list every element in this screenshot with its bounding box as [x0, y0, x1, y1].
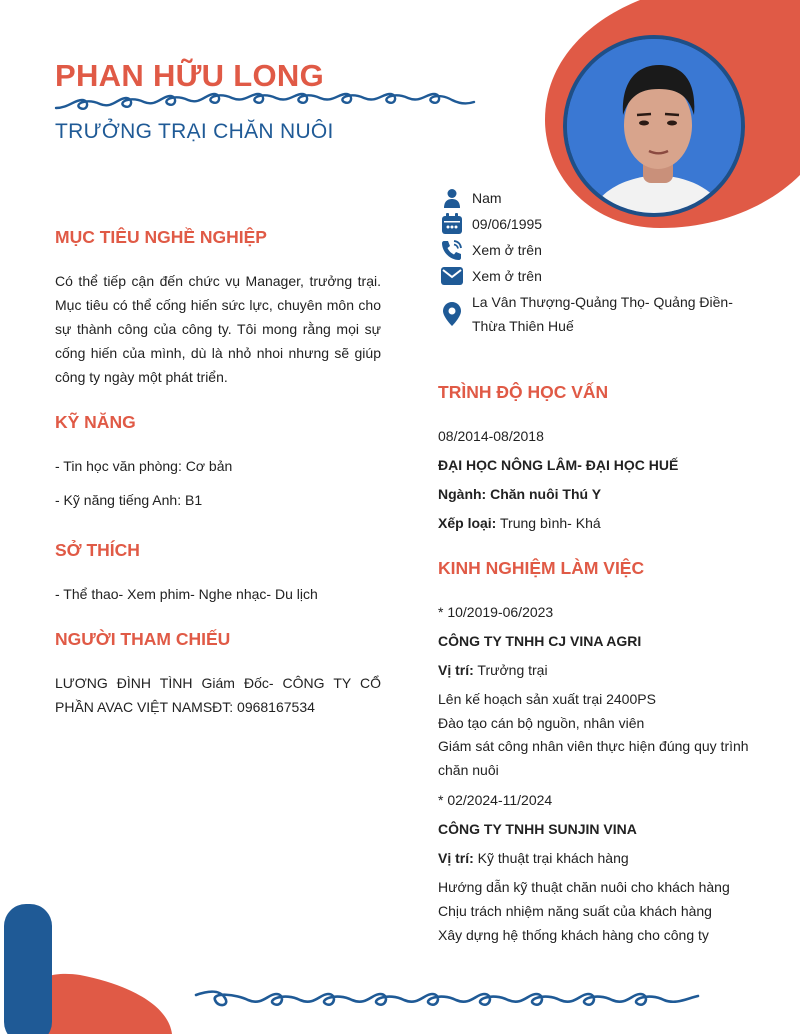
experience-title: KINH NGHIỆM LÀM VIỆC	[438, 558, 645, 578]
skill-item: - Kỹ năng tiếng Anh: B1	[55, 492, 203, 508]
job-company: CÔNG TY TNHH CJ VINA AGRI	[438, 633, 642, 649]
education-major: Ngành: Chăn nuôi Thú Y	[438, 486, 602, 502]
education-rank	[438, 515, 601, 531]
job-duty: Chịu trách nhiệm năng suất của khách hàng	[438, 903, 712, 919]
calendar-icon	[440, 212, 464, 236]
contact-phone-row	[440, 238, 762, 262]
rank-value: Trung bình- Khá	[496, 515, 601, 531]
education-title: TRÌNH ĐỘ HỌC VẤN	[438, 382, 609, 402]
objective-title: MỤC TIÊU NGHỀ NGHIỆP	[55, 227, 267, 247]
bottom-orange-shape	[40, 974, 172, 1034]
position-value: Kỹ thuật trại khách hàng	[473, 850, 629, 866]
phone-value: Xem ở trên	[472, 242, 542, 258]
hobbies-text: - Thể thao- Xem phim- Nghe nhạc- Du lịch	[55, 586, 318, 602]
job-duty: Xây dựng hệ thống khách hàng cho công ty	[438, 927, 709, 943]
skills-title: KỸ NĂNG	[55, 412, 136, 432]
job-position	[438, 850, 629, 866]
objective-text: Có thể tiếp cận đến chức vụ Manager, trưởng trại. Mục tiêu có thể cống hiến sức lực, chuyên môn cho sự thành công của công ty. Tôi mong rằng mọi sự cống hiến của mình, dù là nhỏ nhoi nhưng sẽ giúp công ty ngày một phát triển.	[55, 273, 381, 385]
bottom-swirl	[196, 992, 698, 1006]
job-duty: Hướng dẫn kỹ thuật chăn nuôi cho khách hàng	[438, 879, 730, 895]
hobbies-title: SỞ THÍCH	[55, 540, 140, 560]
references-title: NGƯỜI THAM CHIẾU	[55, 629, 231, 649]
job-duty: Lên kế hoạch sản xuất trại 2400PS	[438, 691, 656, 707]
position-label: Vị trí:	[438, 662, 474, 678]
job-duty: Giám sát công nhân viên thực hiện đúng quy trình chăn nuôi	[438, 738, 749, 778]
name-swirl	[56, 94, 474, 109]
phone-icon	[440, 238, 464, 262]
job-duty: Đào tạo cán bộ nguồn, nhân viên	[438, 715, 645, 731]
job-position	[438, 662, 548, 678]
job-title: TRƯỞNG TRẠI CHĂN NUÔI	[55, 120, 334, 143]
contact-gender-row	[440, 186, 762, 210]
job-period: * 02/2024-11/2024	[438, 792, 553, 808]
education-period: 08/2014-08/2018	[438, 428, 544, 444]
contact-dob-row	[440, 212, 762, 236]
contact-address-row	[440, 290, 762, 338]
person-icon	[440, 186, 464, 210]
position-value: Trưởng trại	[473, 662, 548, 678]
references-text: LƯƠNG ĐÌNH TÌNH Giám Đốc- CÔNG TY CỔ PHẦN AVAC VIỆT NAMSĐT: 0968167534	[55, 675, 381, 715]
education-school: ĐẠI HỌC NÔNG LÂM- ĐẠI HỌC HUẾ	[438, 457, 679, 473]
job-period: * 10/2019-06/2023	[438, 604, 554, 620]
position-label: Vị trí:	[438, 850, 474, 866]
job-company: CÔNG TY TNHH SUNJIN VINA	[438, 821, 637, 837]
rank-label: Xếp loại:	[438, 515, 497, 531]
map-pin-icon	[440, 290, 464, 338]
email-value: Xem ở trên	[472, 268, 542, 284]
candidate-name: PHAN HỮU LONG	[55, 58, 325, 93]
address-value: La Vân Thượng-Quảng Thọ- Quảng Điền- Thừa Thiên Huế	[472, 294, 733, 334]
contact-email-row	[440, 264, 762, 288]
bottom-blue-bar	[4, 904, 52, 1034]
envelope-icon	[440, 264, 464, 288]
dob-value: 09/06/1995	[472, 216, 543, 232]
gender-value: Nam	[472, 190, 502, 206]
skill-item: - Tin học văn phòng: Cơ bản	[55, 458, 233, 474]
